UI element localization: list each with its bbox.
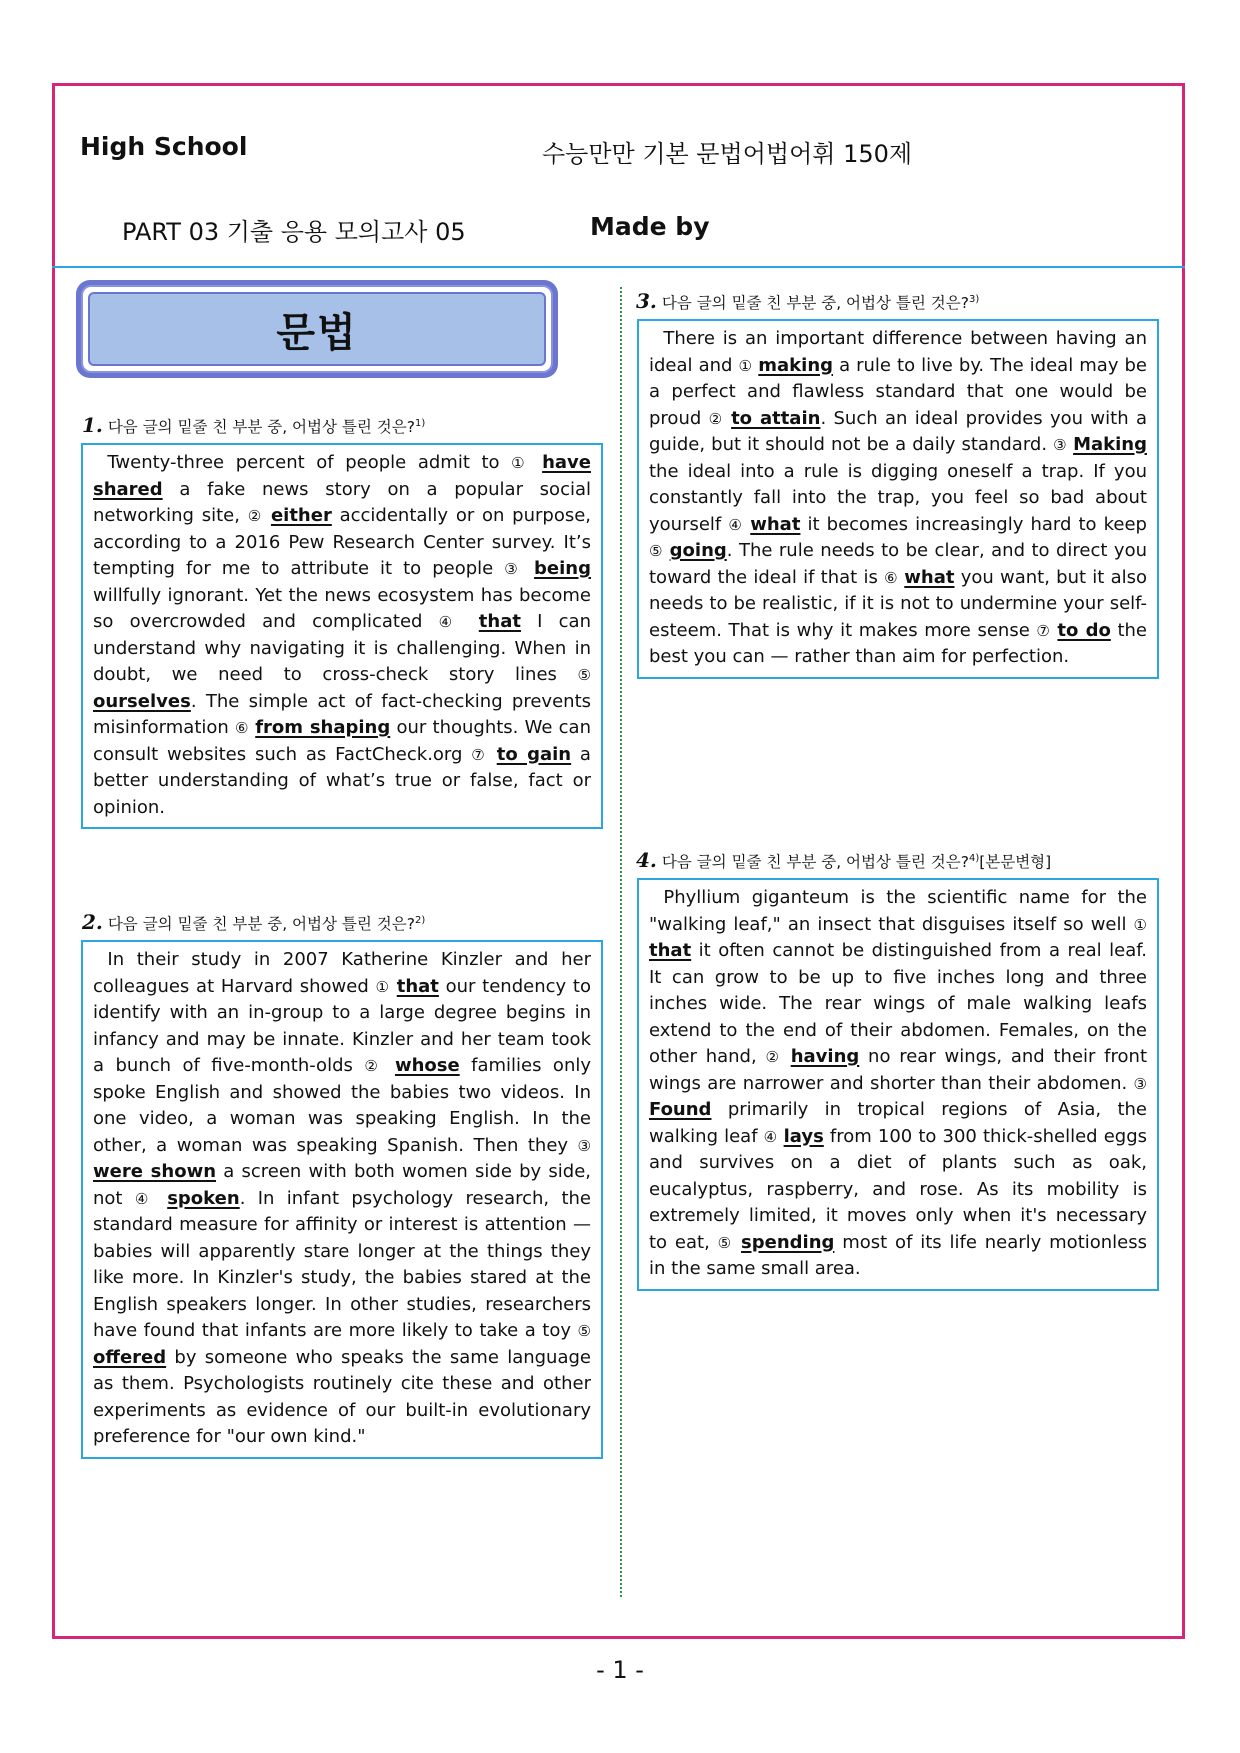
option-1[interactable]: making bbox=[758, 354, 834, 376]
option-5[interactable]: ourselves bbox=[93, 690, 191, 712]
page-number: - 1 - bbox=[596, 1656, 644, 1684]
option-1[interactable]: have shared bbox=[93, 452, 591, 500]
made-by-label: Made by bbox=[590, 212, 710, 241]
question-2-title: 2. 다음 글의 밑줄 친 부분 중, 어법상 틀린 것은?$^{2)}$ bbox=[82, 910, 426, 934]
option-5[interactable]: spending bbox=[741, 1231, 835, 1253]
option-3[interactable]: Making bbox=[1073, 434, 1147, 455]
option-2[interactable]: either bbox=[270, 505, 332, 526]
option-3[interactable]: being bbox=[534, 558, 591, 579]
option-2[interactable]: to attain bbox=[731, 407, 821, 429]
question-1-passage: Twenty-three percent of people admit to ① have shared a fake news story on a popular social networking site, ② either accidentally or on purpose, according to a 2016 Pew Research Center survey. It’s tempting for me to attribute it to people ③ being willfully ignorant. Yet the news ecosystem has become so overcrowded and complicated ④ that I can understand why navigating it is challenging. When in doubt, we need to cross-check story lines ⑤ ourselves. The simple act of fact-checking prevents misinformation ⑥ from shaping our thoughts. We can consult websites such as FactCheck.org ⑦ to gain a better understanding of what’s true or false, fact or opinion. bbox=[81, 443, 603, 829]
part-title: PART 03 기출 응용 모의고사 05 bbox=[122, 218, 466, 246]
question-4-title: 4. 다음 글의 밑줄 친 부분 중, 어법상 틀린 것은?$^{4)}$[본문변형] bbox=[636, 848, 1052, 872]
option-6[interactable]: from shaping bbox=[255, 717, 391, 738]
option-6[interactable]: what bbox=[904, 566, 955, 588]
option-3[interactable]: were shown bbox=[93, 1161, 217, 1182]
column-divider bbox=[620, 287, 622, 1597]
option-7[interactable]: to gain bbox=[496, 743, 572, 765]
option-3[interactable]: Found bbox=[649, 1099, 712, 1120]
question-3-title: 3. 다음 글의 밑줄 친 부분 중, 어법상 틀린 것은?$^{3)}$ bbox=[636, 289, 980, 313]
option-1[interactable]: that bbox=[649, 940, 692, 961]
option-7[interactable]: to do bbox=[1057, 619, 1111, 641]
option-2[interactable]: whose bbox=[394, 1055, 460, 1076]
option-5[interactable]: offered bbox=[93, 1346, 167, 1368]
header-divider bbox=[52, 266, 1185, 268]
question-1-title: 1. 다음 글의 밑줄 친 부분 중, 어법상 틀린 것은?$^{1)}$ bbox=[82, 413, 426, 437]
school-label: High School bbox=[80, 132, 248, 161]
question-2-passage: In their study in 2007 Katherine Kinzler and her colleagues at Harvard showed ① that our tendency to identify with an in-group to a large degree begins in infancy and may be innate. Kinzler and her team took a bunch of five-month-olds ② whose families only spoke English and showed the babies two videos. In one video, a woman was speaking English. In the other, a woman was speaking Spanish. Then they ③ were shown a screen with both women side by side, not ④ spoken. In infant psychology research, the standard measure for affinity or interest is attention — babies will apparently stare longer at the things they like more. In Kinzler's study, the babies stared at the English speakers longer. In other studies, researchers have found that infants are more likely to take a toy ⑤ offered by someone who speaks the same language as them. Psychologists routinely cite these and other experiments as evidence of our built-in evolutionary preference for "our own kind." bbox=[81, 940, 603, 1459]
section-title: 문법 bbox=[276, 309, 358, 356]
option-4[interactable]: spoken bbox=[167, 1187, 240, 1209]
option-1[interactable]: that bbox=[396, 975, 439, 997]
section-banner bbox=[76, 280, 558, 378]
series-title: 수능만만 기본 문법어법어휘 150제 bbox=[542, 140, 913, 168]
option-4[interactable]: what bbox=[750, 513, 801, 535]
option-4[interactable]: lays bbox=[783, 1125, 824, 1147]
question-4-passage: Phyllium giganteum is the scientific name for the "walking leaf," an insect that disguises itself so well ① that it often cannot be distinguished from a real leaf. It can grow to be up to five inches long and three inches wide. The rear wings of male walking leafs extend to the end of their abdomen. Females, on the other hand, ② having no rear wings, and their front wings are narrower and shorter than their abdomen. ③ Found primarily in tropical regions of Asia, the walking leaf ④ lays from 100 to 300 thick-shelled eggs and survives on a diet of plants such as oak, eucalyptus, raspberry, and rose. As its mobility is extremely limited, it moves only when it's necessary to eat, ⑤ spending most of its life nearly motionless in the same small area. bbox=[637, 878, 1159, 1291]
question-3-passage: There is an important difference between having an ideal and ① making a rule to live by. The ideal may be a perfect and flawless standard that one would be proud ② to attain. Such an ideal provides you with a guide, but it should not be a daily standard. ③ Making the ideal into a rule is digging oneself a trap. If you constantly fall into the trap, you feel so bad about yourself ④ what it becomes increasingly hard to keep ⑤ going. The rule needs to be clear, and to direct you toward the ideal if that is ⑥ what you want, but it also needs to be realistic, if it is not to undermine your self-esteem. That is why it makes more sense ⑦ to do the best you can — rather than aim for perfection. bbox=[637, 319, 1159, 679]
option-4[interactable]: that bbox=[478, 611, 521, 632]
option-2[interactable]: having bbox=[790, 1046, 860, 1067]
option-5[interactable]: going bbox=[669, 540, 727, 561]
